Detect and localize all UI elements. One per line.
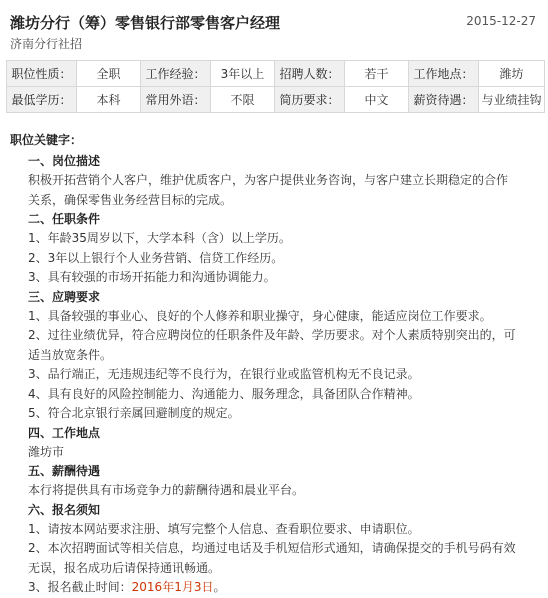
info-value-headcount: 若干 xyxy=(345,61,409,87)
info-value-resume: 中文 xyxy=(345,87,409,113)
info-label-education: 最低学历： xyxy=(7,87,77,113)
section-title-qualifications: 二、任职条件 xyxy=(28,212,101,226)
list-text: 报名截止时间： xyxy=(47,580,132,594)
list-text: 具备较强的事业心、良好的个人修养和职业操守，身心健康，能适应岗位工作要求。 xyxy=(47,308,492,323)
deadline-date: 2016年1月3日 xyxy=(131,580,214,594)
list-item xyxy=(10,229,540,249)
info-label-language: 常用外语： xyxy=(141,87,211,113)
list-text: 本次招聘面试等相关信息，均通过电话及手机短信形式通知，请确保提交的手机号码有效 xyxy=(47,541,516,555)
list-item xyxy=(10,578,540,598)
section-title-description: 一、岗位描述 xyxy=(28,154,101,168)
info-row-2 xyxy=(7,87,545,113)
section-title-location: 四、工作地点 xyxy=(28,425,101,440)
list-text: 品行端正，无违规违纪等不良行为，在银行业或监管机构无不良记录。 xyxy=(47,367,420,381)
job-header xyxy=(0,0,548,58)
job-info-table xyxy=(6,60,545,113)
compensation-text: 本行将提供具有市场竞争力的薪酬待遇和晨业平台。 xyxy=(28,483,305,497)
info-label-headcount: 招聘人数： xyxy=(275,61,345,87)
list-item xyxy=(10,249,540,269)
info-value-language: 不限 xyxy=(211,87,275,113)
list-number: 2、 xyxy=(28,328,48,342)
job-title: 潍坊分行（筹）零售银行部零售客户经理 xyxy=(10,14,281,32)
list-item xyxy=(10,307,540,327)
list-item xyxy=(10,385,540,405)
list-number: 2、 xyxy=(28,541,48,555)
list-text: 请按本网站要求注册、填写完整个人信息、查看职位要求、申请职位。 xyxy=(47,521,420,536)
section-title-compensation: 五、薪酬待遇 xyxy=(28,464,101,478)
description-line: 积极开拓营销个人客户，维护优质客户，为客户提供业务咨询，与客户建立长期稳定的合作 xyxy=(28,173,509,187)
info-value-experience: 3年以上 xyxy=(211,61,275,87)
job-description xyxy=(10,128,540,598)
list-text: 具有良好的风险控制能力、沟通能力、服务理念，具备团队合作精神。 xyxy=(47,386,420,401)
list-text: 3年以上银行个人业务营销、信贷工作经历。 xyxy=(47,250,284,265)
list-item xyxy=(10,365,540,385)
info-label-resume: 简历要求： xyxy=(275,87,345,113)
info-label-location: 工作地点： xyxy=(409,61,479,87)
section-title-requirements: 三、应聘要求 xyxy=(28,289,101,304)
location-text: 潍坊市 xyxy=(28,444,65,459)
section-title-application: 六、报名须知 xyxy=(28,502,101,517)
list-text: 具有较强的市场开拓能力和沟通协调能力。 xyxy=(47,270,276,284)
list-number: 1、 xyxy=(28,231,48,245)
info-row-1 xyxy=(7,61,545,87)
info-label-salary: 薪资待遇： xyxy=(409,87,479,113)
list-item-continued: 无误，报名成功后请保持通讯畅通。 xyxy=(28,560,221,575)
info-value-salary: 与业绩挂钩 xyxy=(479,87,545,113)
list-text: 过往业绩优异，符合应聘岗位的任职条件及年龄、学历要求。对个人素质特别突出的，可 xyxy=(47,328,516,342)
list-number: 2、 xyxy=(28,250,48,265)
list-number: 3、 xyxy=(28,580,48,594)
list-item xyxy=(10,268,540,288)
list-text: 年龄35周岁以下，大学本科（含）以上学历。 xyxy=(47,231,291,245)
list-item xyxy=(10,520,540,540)
info-label-experience: 工作经验： xyxy=(141,61,211,87)
keyword-title: 职位关键字： xyxy=(10,133,83,147)
list-text: 。 xyxy=(213,580,226,594)
company-name: 济南分行社招 xyxy=(10,37,83,51)
description-line: 关系，确保零售业务经营目标的完成。 xyxy=(28,192,233,207)
info-value-education: 本科 xyxy=(77,87,141,113)
list-item xyxy=(10,404,540,424)
list-number: 5、 xyxy=(28,406,48,420)
list-number: 3、 xyxy=(28,367,48,381)
list-text: 符合北京银行亲属回避制度的规定。 xyxy=(47,406,240,420)
list-number: 1、 xyxy=(28,521,48,536)
list-number: 4、 xyxy=(28,386,48,401)
list-item xyxy=(10,539,540,559)
list-item xyxy=(10,326,540,346)
list-number: 1、 xyxy=(28,308,48,323)
info-value-type: 全职 xyxy=(77,61,141,87)
info-value-location: 潍坊 xyxy=(479,61,545,87)
info-label-type: 职位性质： xyxy=(7,61,77,87)
post-date: 2015-12-27 xyxy=(466,14,536,28)
list-item-continued: 适当放宽条件。 xyxy=(28,347,113,362)
list-number: 3、 xyxy=(28,270,48,284)
